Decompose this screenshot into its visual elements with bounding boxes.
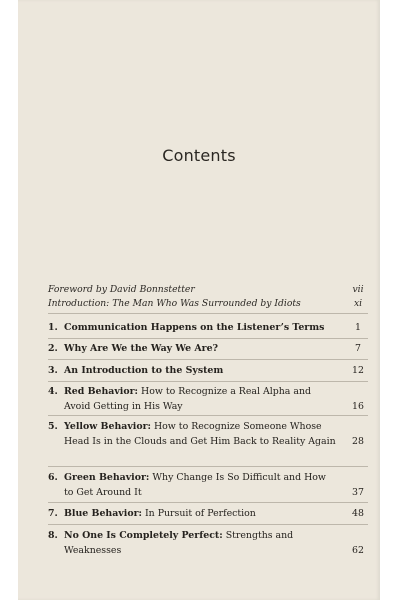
entry-page: vii [352, 284, 364, 295]
divider [48, 338, 368, 339]
divider [48, 313, 368, 314]
chapter-title: An Introduction to the System [64, 365, 224, 376]
chapter-page: 62 [352, 545, 364, 556]
toc-entry-introduction[interactable] [48, 298, 368, 309]
toc-entry-chapter-6[interactable] [48, 470, 368, 500]
divider [48, 381, 368, 382]
entry-page: xi [353, 298, 363, 309]
toc-entry-chapter-8[interactable] [48, 528, 368, 558]
chapter-subtitle: How to Recognize Someone Whose Head Is in the Clouds and Get Him Back to Reality Again [64, 421, 336, 447]
chapter-number: 8. [48, 530, 58, 541]
chapter-title: No One Is Completely Perfect: [64, 530, 223, 541]
chapter-number: 5. [48, 421, 58, 432]
chapter-page: 12 [352, 365, 364, 376]
divider [48, 359, 368, 360]
chapter-page: 48 [352, 508, 364, 519]
chapter-subtitle: How to Recognize a Real Alpha and Avoid Getting in His Way [64, 386, 311, 412]
chapter-subtitle: In Pursuit of Perfection [144, 508, 256, 519]
toc-entry-chapter-1[interactable] [48, 320, 368, 335]
toc-entry-chapter-3[interactable] [48, 363, 368, 378]
divider [48, 502, 368, 503]
chapter-title: Yellow Behavior: [64, 421, 151, 432]
toc-entry-chapter-2[interactable] [48, 341, 368, 356]
chapter-number: 7. [48, 508, 58, 519]
chapter-title: Why Are We the Way We Are? [64, 343, 219, 354]
chapter-title: Blue Behavior: [64, 508, 142, 519]
chapter-page: 7 [355, 343, 361, 354]
divider [48, 466, 368, 467]
entry-title: Introduction: The Man Who Was Surrounded by Idiots [48, 298, 301, 309]
chapter-page: 16 [352, 401, 364, 412]
chapter-title: Communication Happens on the Listener’s Terms [64, 322, 325, 333]
chapter-page: 1 [355, 322, 361, 333]
page-title: Contents [162, 146, 236, 165]
chapter-page: 37 [352, 487, 364, 498]
chapter-number: 3. [48, 365, 58, 376]
chapter-page: 28 [352, 436, 364, 447]
chapter-number: 6. [48, 472, 58, 483]
chapter-number: 1. [48, 322, 58, 333]
toc-entry-chapter-7[interactable] [48, 506, 368, 521]
toc-entry-foreword[interactable] [48, 284, 368, 295]
toc-entry-chapter-5[interactable] [48, 419, 368, 449]
chapter-title: Green Behavior: [64, 472, 150, 483]
chapter-subtitle: Strengths and Weaknesses [64, 530, 294, 556]
toc-entry-chapter-4[interactable] [48, 384, 368, 414]
divider [48, 415, 368, 416]
book-page [18, 0, 380, 600]
chapter-number: 4. [48, 386, 58, 397]
divider [48, 524, 368, 525]
chapter-number: 2. [48, 343, 58, 354]
entry-title: Foreword by David Bonnstetter [48, 284, 195, 295]
chapter-title: Red Behavior: [64, 386, 139, 397]
chapter-subtitle: Why Change Is So Difficult and How to Get Around It [64, 472, 326, 498]
